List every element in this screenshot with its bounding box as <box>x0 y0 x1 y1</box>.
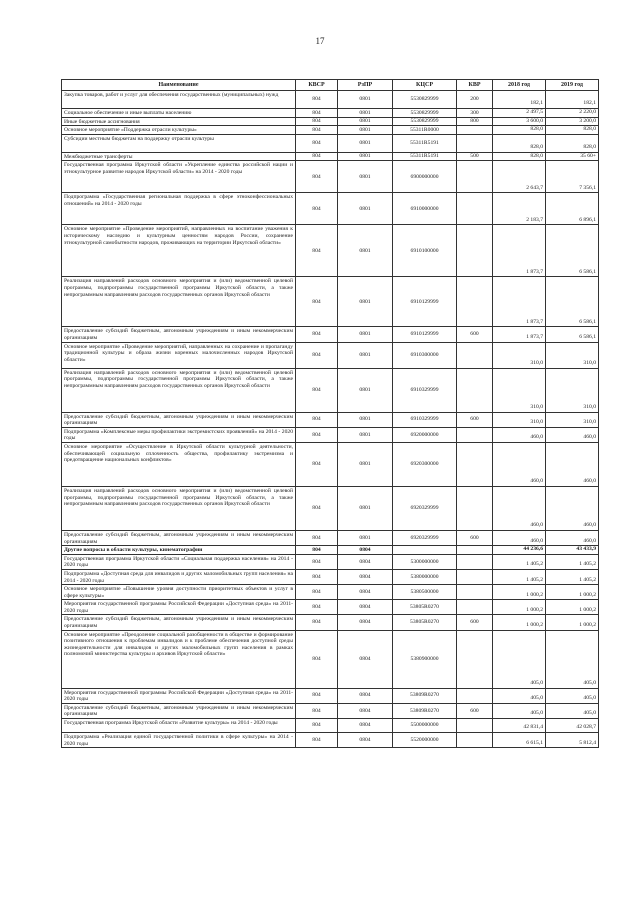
cell-kvr <box>457 442 493 486</box>
cell-kvr <box>457 277 493 327</box>
cell-kcsr: 5530829999 <box>393 109 457 118</box>
cell-kvsr: 804 <box>296 585 338 600</box>
cell-rzpr: 0804 <box>338 615 393 630</box>
cell-kcsr: 6910329999 <box>393 368 457 412</box>
table-row <box>62 486 599 530</box>
budget-table <box>61 79 599 748</box>
cell-y2018: 828,0 <box>493 152 546 161</box>
cell-y2019: 35 60+ <box>546 152 599 161</box>
cell-kvsr: 804 <box>296 225 338 277</box>
table-row <box>62 117 599 126</box>
cell-rzpr: 0804 <box>338 733 393 748</box>
cell-rzpr: 0801 <box>338 327 393 342</box>
cell-y2018: 310,0 <box>493 412 546 427</box>
cell-kvsr: 804 <box>296 703 338 718</box>
cell-y2019: 1 000,2 <box>546 585 599 600</box>
cell-kvsr: 804 <box>296 688 338 703</box>
cell-y2018: 1 000,2 <box>493 615 546 630</box>
cell-name: Закупка товаров, работ и услуг для обеспечения государственных (муниципальных) нужд <box>62 91 296 109</box>
cell-kvsr: 804 <box>296 486 338 530</box>
cell-kvr: 200 <box>457 91 493 109</box>
cell-kcsr <box>393 546 457 555</box>
cell-kvr: 800 <box>457 117 493 126</box>
table-row <box>62 585 599 600</box>
cell-y2019: 460,0 <box>546 427 599 442</box>
cell-name: Основное мероприятие «Осуществление в Иркутской области культурной деятельности, обеспечивающей социальную сплоченность общества, профилактику экстремизма и предотвращение национальных конфликтов» <box>62 442 296 486</box>
cell-kvsr: 804 <box>296 569 338 584</box>
table-row <box>62 427 599 442</box>
cell-rzpr: 0804 <box>338 554 393 569</box>
cell-y2018: 1 000,2 <box>493 585 546 600</box>
cell-name: Основное мероприятие «Проведение мероприятий, направленных на воспитание уважения к историческому наследию и культурным ценностям народов России, сохранение этнокультурной самобытности народов, проживающих на территории Иркутской области» <box>62 225 296 277</box>
cell-y2018: 42 831,4 <box>493 719 546 733</box>
table-row <box>62 225 599 277</box>
cell-y2018: 460,0 <box>493 486 546 530</box>
cell-kcsr: 55311R0000 <box>393 126 457 135</box>
table-row <box>62 152 599 161</box>
cell-name: Подпрограмма «Государственная региональная поддержка в сфере этноконфессиональных отношений» на 2014 - 2020 годы <box>62 193 296 225</box>
cell-kcsr: 5500000000 <box>393 719 457 733</box>
table-row <box>62 109 599 118</box>
cell-kcsr: 5380500000 <box>393 585 457 600</box>
cell-y2018: 1 873,7 <box>493 327 546 342</box>
cell-kvr: 500 <box>457 152 493 161</box>
cell-rzpr: 0801 <box>338 486 393 530</box>
table-row <box>62 569 599 584</box>
table-row <box>62 442 599 486</box>
cell-y2019: 1 405,2 <box>546 554 599 569</box>
cell-y2019: 1 405,2 <box>546 569 599 584</box>
cell-rzpr: 0801 <box>338 91 393 109</box>
cell-y2019: 6 586,1 <box>546 327 599 342</box>
table-row <box>62 530 599 545</box>
header-kvr: КВР <box>457 80 493 91</box>
cell-y2019: 405,0 <box>546 703 599 718</box>
cell-kcsr: 6910300000 <box>393 342 457 368</box>
cell-y2018: 6 615,1 <box>493 733 546 748</box>
cell-y2019: 310,0 <box>546 412 599 427</box>
cell-kcsr: 53805R0270 <box>393 615 457 630</box>
cell-kcsr: 5530829999 <box>393 91 457 109</box>
header-2018: 2018 год <box>493 80 546 91</box>
cell-kvr <box>457 585 493 600</box>
cell-y2018: 2 643,7 <box>493 161 546 193</box>
cell-kvsr: 804 <box>296 109 338 118</box>
cell-y2019: 405,0 <box>546 688 599 703</box>
cell-y2018: 310,0 <box>493 368 546 412</box>
cell-name: Предоставление субсидий бюджетным, автономным учреждениям и иным некоммерческим организациям <box>62 327 296 342</box>
cell-kcsr: 53809R0270 <box>393 703 457 718</box>
cell-rzpr: 0801 <box>338 277 393 327</box>
cell-kvr <box>457 600 493 615</box>
page-number: 17 <box>315 36 325 46</box>
cell-rzpr: 0801 <box>338 117 393 126</box>
table-row <box>62 600 599 615</box>
cell-kvsr: 804 <box>296 630 338 688</box>
cell-y2019: 460,0 <box>546 530 599 545</box>
cell-name: Подпрограмма «Комплексные меры профилактики экстремистских проявлений» на 2014 - 2020 годы <box>62 427 296 442</box>
table-row <box>62 126 599 135</box>
cell-name: Предоставление субсидий бюджетным, автономным учреждениям и иным некоммерческим организациям <box>62 615 296 630</box>
cell-rzpr: 0804 <box>338 630 393 688</box>
cell-name: Межбюджетные трансферты <box>62 152 296 161</box>
cell-y2018: 405,0 <box>493 703 546 718</box>
cell-y2019: 5 812,4 <box>546 733 599 748</box>
cell-kvr <box>457 569 493 584</box>
cell-y2018: 405,0 <box>493 688 546 703</box>
cell-rzpr: 0801 <box>338 134 393 152</box>
cell-kvr: 600 <box>457 412 493 427</box>
header-kvsr: КВСР <box>296 80 338 91</box>
cell-kvr <box>457 193 493 225</box>
cell-kcsr: 55311R5191 <box>393 134 457 152</box>
cell-kvsr: 804 <box>296 615 338 630</box>
header-name: Наименование <box>62 80 296 91</box>
cell-kcsr: 6910329999 <box>393 412 457 427</box>
cell-y2019: 405,0 <box>546 630 599 688</box>
cell-kcsr: 6910129999 <box>393 277 457 327</box>
header-2019: 2019 год <box>546 80 599 91</box>
table-row <box>62 193 599 225</box>
cell-kvsr: 804 <box>296 719 338 733</box>
cell-y2018: 3 600,0 <box>493 117 546 126</box>
table-row <box>62 277 599 327</box>
cell-rzpr: 0801 <box>338 530 393 545</box>
cell-name: Другие вопросы в области культуры, кинематографии <box>62 546 296 555</box>
cell-y2018: 460,0 <box>493 530 546 545</box>
table-row <box>62 554 599 569</box>
cell-kvr <box>457 427 493 442</box>
cell-kvr <box>457 161 493 193</box>
cell-rzpr: 0801 <box>338 368 393 412</box>
cell-kcsr: 6910000000 <box>393 193 457 225</box>
cell-y2018: 828,0 <box>493 134 546 152</box>
cell-y2018: 1 873,7 <box>493 277 546 327</box>
cell-kvr: 600 <box>457 615 493 630</box>
cell-y2019: 3 200,0 <box>546 117 599 126</box>
table-row <box>62 91 599 109</box>
cell-kvr <box>457 368 493 412</box>
cell-y2019: 7 356,1 <box>546 161 599 193</box>
cell-kvsr: 804 <box>296 327 338 342</box>
cell-y2019: 310,0 <box>546 368 599 412</box>
cell-rzpr: 0804 <box>338 546 393 555</box>
cell-kvsr: 804 <box>296 91 338 109</box>
cell-rzpr: 0801 <box>338 427 393 442</box>
cell-kcsr: 6920000000 <box>393 427 457 442</box>
table-row <box>62 615 599 630</box>
cell-kvsr: 804 <box>296 733 338 748</box>
cell-name: Иные бюджетные ассигнования <box>62 117 296 126</box>
cell-kcsr: 6920329999 <box>393 486 457 530</box>
cell-y2018: 460,0 <box>493 442 546 486</box>
cell-rzpr: 0801 <box>338 193 393 225</box>
table-row <box>62 719 599 733</box>
cell-y2018: 44 236,6 <box>493 546 546 555</box>
cell-y2018: 1 000,2 <box>493 600 546 615</box>
cell-y2018: 460,0 <box>493 427 546 442</box>
cell-kvsr: 804 <box>296 530 338 545</box>
cell-kvsr: 804 <box>296 412 338 427</box>
cell-name: Реализация направлений расходов основного мероприятия и (или) ведомственной целевой программы, подпрограммы государственной программы Иркутской области, а также непрограммным направлениям расходов государственных органов Иркутской области <box>62 277 296 327</box>
cell-name: Социальное обеспечение и иные выплаты населению <box>62 109 296 118</box>
table-row <box>62 733 599 748</box>
cell-name: Подпрограмма «Доступная среда для инвалидов и других маломобильных групп населения» на 2014 - 2020 годы <box>62 569 296 584</box>
table-row <box>62 134 599 152</box>
cell-kvsr: 804 <box>296 368 338 412</box>
cell-y2019: 1 000,2 <box>546 615 599 630</box>
cell-kvr: 600 <box>457 703 493 718</box>
cell-kcsr: 53805R0270 <box>393 600 457 615</box>
cell-rzpr: 0804 <box>338 569 393 584</box>
cell-y2019: 42 028,7 <box>546 719 599 733</box>
cell-kvr <box>457 342 493 368</box>
cell-kvsr: 804 <box>296 600 338 615</box>
cell-rzpr: 0801 <box>338 152 393 161</box>
cell-name: Предоставление субсидий бюджетным, автономным учреждениям и иным некоммерческим организациям <box>62 412 296 427</box>
cell-kvsr: 804 <box>296 427 338 442</box>
header-rzpr: РзПР <box>338 80 393 91</box>
cell-kvr <box>457 554 493 569</box>
cell-rzpr: 0804 <box>338 600 393 615</box>
cell-y2019: 6 896,1 <box>546 193 599 225</box>
table-row <box>62 161 599 193</box>
cell-name: Основное мероприятие «Проведение мероприятий, направленных на сохранение и пропаганду традиционной культуры и образа жизни коренных малочисленных народов Иркутской области» <box>62 342 296 368</box>
cell-name: Реализация направлений расходов основного мероприятия и (или) ведомственной целевой программы, подпрограммы государственной программы Иркутской области, а также непрограммным направлениям расходов государственных органов Иркутской области <box>62 486 296 530</box>
cell-rzpr: 0801 <box>338 442 393 486</box>
table-row <box>62 327 599 342</box>
cell-name: Мероприятия государственной программы Российской Федерации «Доступная среда» на 2011-2020 годы <box>62 688 296 703</box>
cell-rzpr: 0804 <box>338 585 393 600</box>
cell-kcsr: 53809R0270 <box>393 688 457 703</box>
cell-kcsr: 5520000000 <box>393 733 457 748</box>
cell-kvr <box>457 486 493 530</box>
cell-rzpr: 0801 <box>338 161 393 193</box>
cell-kvsr: 804 <box>296 152 338 161</box>
cell-y2018: 1 873,7 <box>493 225 546 277</box>
cell-kcsr: 6920329999 <box>393 530 457 545</box>
cell-kcsr: 6920300000 <box>393 442 457 486</box>
cell-name: Основное мероприятие «Повышение уровня доступности приоритетных объектов и услуг в сфере культуры» <box>62 585 296 600</box>
cell-kvr <box>457 134 493 152</box>
cell-name: Государственная программа Иркутской области «Развитие культуры» на 2014 - 2020 годы <box>62 719 296 733</box>
cell-kvr <box>457 688 493 703</box>
cell-y2019: 1 000,2 <box>546 600 599 615</box>
cell-rzpr: 0804 <box>338 703 393 718</box>
cell-rzpr: 0804 <box>338 688 393 703</box>
cell-rzpr: 0801 <box>338 109 393 118</box>
cell-kvr <box>457 719 493 733</box>
cell-kvsr: 804 <box>296 134 338 152</box>
cell-kcsr: 5300000000 <box>393 554 457 569</box>
table-row <box>62 703 599 718</box>
cell-name: Реализация направлений расходов основного мероприятия и (или) ведомственной целевой программы, подпрограммы государственной программы Иркутской области, а также непрограммным направлениям расходов государственных органов Иркутской области <box>62 368 296 412</box>
cell-y2019: 828,0 <box>546 134 599 152</box>
cell-kvr <box>457 126 493 135</box>
table-row <box>62 630 599 688</box>
cell-y2019: 460,0 <box>546 486 599 530</box>
cell-y2019: 828,0 <box>546 126 599 135</box>
cell-kvsr: 804 <box>296 342 338 368</box>
cell-kvsr: 804 <box>296 277 338 327</box>
cell-rzpr: 0801 <box>338 225 393 277</box>
cell-rzpr: 0801 <box>338 412 393 427</box>
cell-y2018: 182,1 <box>493 91 546 109</box>
cell-kcsr: 5530829999 <box>393 117 457 126</box>
cell-name: Основное мероприятие «Поддержка отрасли культуры» <box>62 126 296 135</box>
cell-kvr <box>457 630 493 688</box>
cell-name: Государственная программа Иркутской области «Социальная поддержка населения» на 2014 - 2020 годы <box>62 554 296 569</box>
cell-kvsr: 804 <box>296 126 338 135</box>
cell-name: Предоставление субсидий бюджетным, автономным учреждениям и иным некоммерческим организациям <box>62 703 296 718</box>
cell-kvsr: 804 <box>296 554 338 569</box>
cell-y2019: 310,0 <box>546 342 599 368</box>
cell-rzpr: 0804 <box>338 719 393 733</box>
cell-y2019: 6 586,1 <box>546 225 599 277</box>
cell-name: Мероприятия государственной программы Российской Федерации «Доступная среда» на 2011-2020 годы <box>62 600 296 615</box>
cell-y2019: 6 586,1 <box>546 277 599 327</box>
cell-kvr <box>457 546 493 555</box>
cell-name: Основное мероприятие «Преодоление социальной разобщенности в обществе и формирование позитивного отношения к проблемам инвалидов и к проблеме обеспечения доступной среды жизнедеятельности для инвалидов и других маломобильных групп населения в рамках полномочий министерства культуры и архивов Иркутской области» <box>62 630 296 688</box>
cell-kvsr: 804 <box>296 117 338 126</box>
cell-kcsr: 6900000000 <box>393 161 457 193</box>
cell-y2018: 405,0 <box>493 630 546 688</box>
cell-kvsr: 804 <box>296 161 338 193</box>
table-row <box>62 412 599 427</box>
cell-y2018: 2 497,5 <box>493 109 546 118</box>
cell-y2018: 1 405,2 <box>493 554 546 569</box>
cell-y2019: 460,0 <box>546 442 599 486</box>
cell-kvsr: 804 <box>296 193 338 225</box>
cell-y2018: 1 405,2 <box>493 569 546 584</box>
cell-name: Подпрограмма «Реализация единой государственной политики в сфере культуры» на 2014 - 2020 годы <box>62 733 296 748</box>
cell-kvsr: 804 <box>296 442 338 486</box>
table-row <box>62 546 599 555</box>
cell-name: Субсидии местным бюджетам на поддержку отрасли культуры <box>62 134 296 152</box>
cell-y2019: 182,1 <box>546 91 599 109</box>
cell-y2018: 310,0 <box>493 342 546 368</box>
cell-y2019: 43 433,9 <box>546 546 599 555</box>
cell-kcsr: 5380000000 <box>393 569 457 584</box>
cell-kvr: 600 <box>457 327 493 342</box>
cell-rzpr: 0801 <box>338 126 393 135</box>
cell-kvr <box>457 225 493 277</box>
cell-kvr: 600 <box>457 530 493 545</box>
cell-y2019: 2 220,0 <box>546 109 599 118</box>
cell-y2018: 828,0 <box>493 126 546 135</box>
cell-kvr <box>457 733 493 748</box>
cell-kcsr: 55311R5191 <box>393 152 457 161</box>
cell-kcsr: 6910129999 <box>393 327 457 342</box>
cell-name: Предоставление субсидий бюджетным, автономным учреждениям и иным некоммерческим организациям <box>62 530 296 545</box>
cell-kvsr: 804 <box>296 546 338 555</box>
cell-y2018: 2 183,7 <box>493 193 546 225</box>
table-body <box>62 91 599 748</box>
cell-name: Государственная программа Иркутской области «Укрепление единства российской нации и этнокультурное развитие народов Иркутской области» на 2014 - 2020 годы <box>62 161 296 193</box>
cell-rzpr: 0801 <box>338 342 393 368</box>
table-row <box>62 688 599 703</box>
cell-kcsr: 6910100000 <box>393 225 457 277</box>
table-row <box>62 342 599 368</box>
cell-kvr: 300 <box>457 109 493 118</box>
table-row <box>62 368 599 412</box>
cell-kcsr: 5380900000 <box>393 630 457 688</box>
header-kcsr: КЦСР <box>393 80 457 91</box>
table-header-row <box>62 80 599 91</box>
